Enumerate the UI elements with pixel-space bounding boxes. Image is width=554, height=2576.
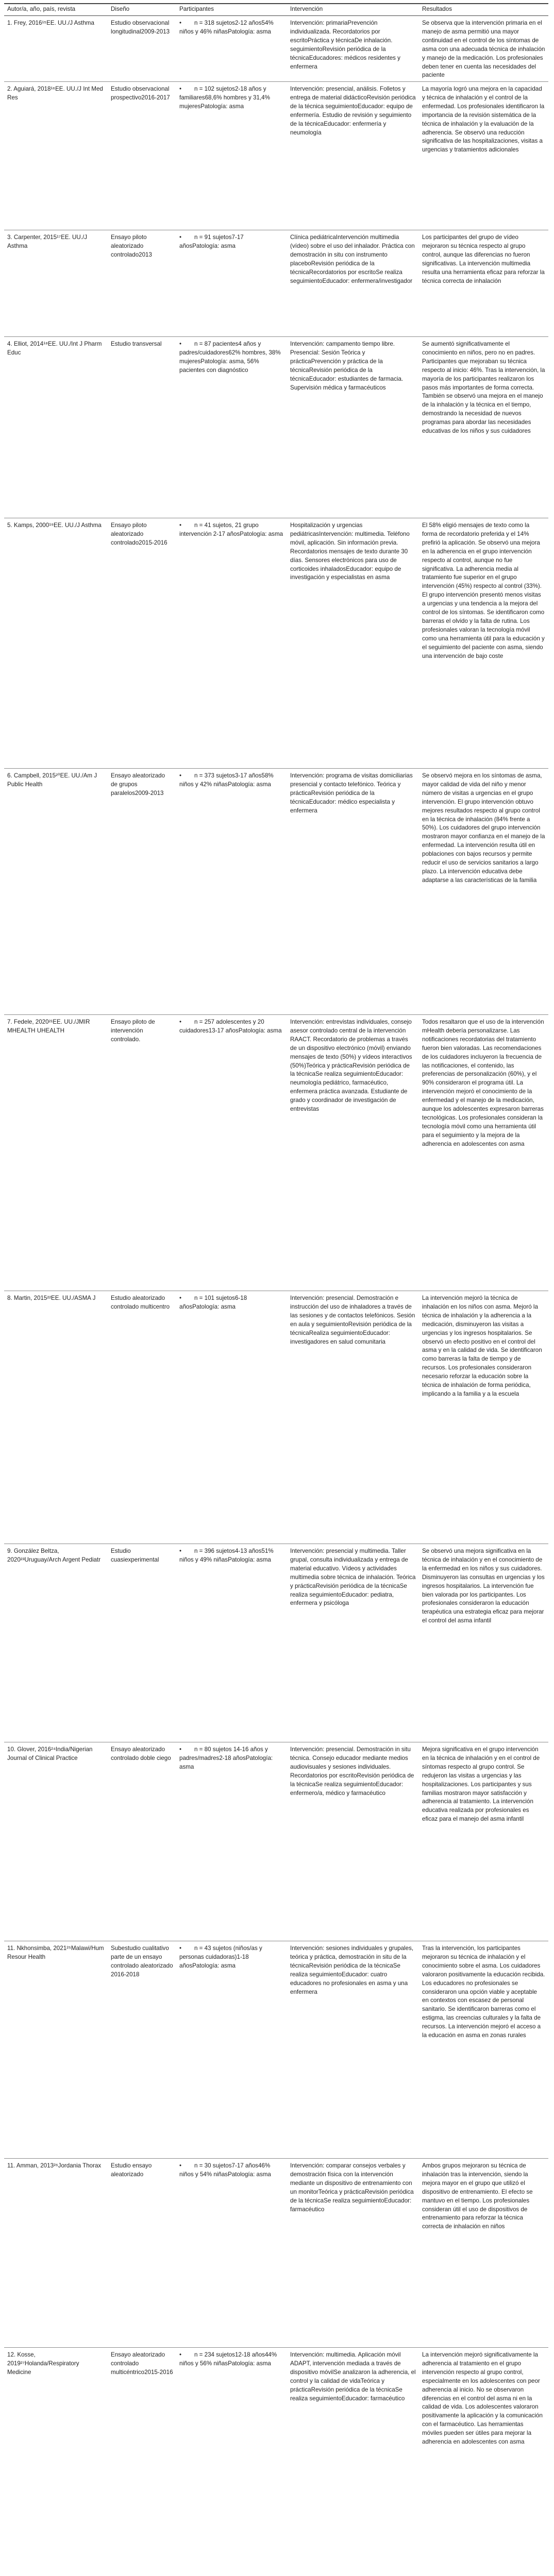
cell-intervention: Intervención: entrevistas individuales, consejo asesor controlado central de la intervención RAACT. Recordatorio de problemas a través de un dispositivo electrónico (móvil) enviando mensajes de texto (50%) y vídeos interactivos (50%)Teórica y prácticaRevisión periódica de la técnicaSe realiza seguimientoEducador: neumología pediátrico, farmacéutico, enfermera práctica avanzada. Estudiante de grado y coordinador de investigación de entrevistas	[290, 1018, 414, 1113]
cell-results: Mejora significativa en el grupo intervención en la técnica de inhalación y en el control de síntomas respecto al grupo control. Se redujeron las visitas a urgencias y las hospitalizaciones. Los participantes y sus familias mostraron mayor satisfacción y adherencia al tratamiento. La intervención educativa realizada por profesionales es eficaz para el manejo del asma infantil	[422, 1745, 542, 1823]
cell-design: Ensayo piloto de intervención controlado.	[111, 1018, 157, 1043]
cell-design: Ensayo piloto aleatorizado controlado2015-2016	[111, 521, 167, 546]
table-row	[4, 82, 548, 230]
cell-results: Tras la intervención, los participantes mejoraron su técnica de inhalación y el conocimiento sobre el asma. Los cuidadores valoraron positivamente la educación recibida. Los educadores no profesionales se consideraron una opción viable y aceptable en contextos con escasez de personal sanitario. Se identificaron barreras como el estigma, las creencias culturales y la falta de recursos. La intervención mejoró el acceso a la educación en asma en zonas rurales	[422, 1944, 547, 2039]
cell-author: 1. Frey, 2016¹⁵EE. UU./J Asthma	[7, 19, 94, 26]
cell-design: Ensayo aleatorizado controlado doble ciego	[111, 1745, 171, 1761]
cell-design: Estudio observacional prospectivo2016-2017	[111, 85, 171, 101]
cell-author: 5. Kamps, 2000¹⁹EE. UU./J Asthma	[7, 521, 102, 529]
cell-participants: • n = 101 sujetos6-18 añosPatología: asma	[179, 1294, 249, 1310]
cell-results: Se aumentó significativamente el conocimiento en niños, pero no en padres. Participantes que mejoraban su técnica respecto al inicio: 46%. Tras la intervención, la mayoría de los participantes realizaron los pasos más importantes de forma correcta. También se observó una mejora en el manejo de la inhalación y la técnica en el tiempo, demostrando la necesidad de nuevos programas para abordar las necesidades educativas de los niños y sus cuidadores	[422, 340, 547, 435]
table-row	[4, 1941, 548, 2159]
cell-participants: • n = 43 sujetos (niños/as y personas cuidadoras)1-18 añosPatología: asma	[179, 1944, 264, 1969]
cell-author: 12. Kosse, 2019²⁷Holanda/Respiratory Medicine	[7, 2351, 81, 2376]
cell-intervention: Intervención: presencial y multimedia. Taller grupal, consulta individualizada y entrega de material educativo. Vídeos y actividades multimedia sobre técnica de inhalación. Teórica y prácticaRevisión periódica de la técnicaSe realiza seguimientoEducador: pediatra, enfermera y psicóloga	[290, 1547, 417, 1607]
cell-author: 6. Campbell, 2015²⁰EE. UU./Am J Public Health	[7, 772, 99, 788]
table-row	[4, 2159, 548, 2348]
cell-participants: • n = 257 adolescentes y 20 cuidadores13-17 añosPatología: asma	[179, 1018, 282, 1034]
cell-results: Se observó una mejora significativa en la técnica de inhalación y en el conocimiento de la enfermedad en los niños y sus cuidadores. Disminuyeron las consultas en urgencias y los ingresos hospitalarios. La intervención fue bien valorada por los participantes. Los profesionales consideraron la educación terapéutica una estrategia eficaz para mejorar el control del asma infantil	[422, 1547, 547, 1624]
cell-intervention: Intervención: presencial, análisis. Folletos y entrega de material didácticoRevisión periódica de la técnica seguimientoEducador: equipo de enfermería. Estudio de revisión y seguimiento de la técnicaEducador: enfermería y neumología	[290, 85, 417, 136]
table-row	[4, 518, 548, 769]
cell-design: Ensayo piloto aleatorizado controlado2013	[111, 233, 152, 258]
cell-author: 7. Fedele, 2020²¹EE. UU./JMIR MHEALTH UHEALTH	[7, 1018, 92, 1034]
cell-design: Subestudio cualitativo parte de un ensayo controlado aleatorizado 2016-2018	[111, 1944, 175, 1978]
cell-results: La intervención mejoró la técnica de inhalación en los niños con asma. Mejoró la técnica de inhalación y la adherencia a la medicación, disminuyeron las visitas a urgencias y los ingresos hospitalarios. Se observó un efecto positivo en el control del asma y en la calidad de vida. Se identificaron como barreras la falta de tiempo y de recursos. Los profesionales consideraron necesario reforzar la educación sobre la técnica de inhalación de forma periódica, implicando a la familia y a la escuela	[422, 1294, 544, 1398]
table-row	[4, 1742, 548, 1941]
header-participants: Participantes	[179, 6, 214, 12]
cell-participants: • n = 41 sujetos, 21 grupo intervención 2-17 añosPatología: asma	[179, 521, 283, 537]
table-row	[4, 1291, 548, 1544]
cell-design: Ensayo aleatorizado controlado multicéntrico2015-2016	[111, 2351, 173, 2376]
cell-results: El 58% eligió mensajes de texto como la forma de recordatorio preferida y el 14% prefirió la aplicación. Se observó una mejora en la adherencia en el grupo intervención respecto al control, aunque no fue significativa. La adherencia media al tratamiento fue superior en el grupo intervención (45%) respecto al control (33%). El grupo intervención presentó menos visitas a urgencias y una tendencia a la mejora del control de los síntomas. Se identificaron como barreras el olvido y la falta de rutina. Los profesionales valoran la tecnología móvil como una herramienta útil para la educación y el seguimiento del paciente con asma, siendo una intervención de bajo coste	[422, 521, 547, 659]
cell-design: Ensayo aleatorizado de grupos paralelos2009-2013	[111, 772, 167, 796]
table-header-row	[4, 3, 548, 16]
cell-design: Estudio aleatorizado controlado multicentro	[111, 1294, 170, 1310]
cell-participants: • n = 91 sujetos7-17 añosPatología: asma	[179, 233, 245, 249]
cell-intervention: Clínica pediátricaIntervención multimedia (vídeo) sobre el uso del inhalador. Práctica con demostración in situ con instrumento placeboRevisión periódica de la técnicaRecordatorios por escritoSe realiza seguimientoEducador: enfermera/investigador	[290, 233, 416, 284]
cell-results: Todos resaltaron que el uso de la intervención mHealth debería personalizarse. Las notificaciones recordatorias del tratamiento fueron bien valoradas. Las recomendaciones de los cuidadores incluyeron la frecuencia de las notificaciones, el contenido, las preferencias de personalización (60%), y el 90% consideraron el programa útil. La intervención mejoró el conocimiento de la enfermedad y el manejo de la medicación, aunque los adolescentes expresaron barreras tecnológicas. Los profesionales consideran la tecnología móvil como una herramienta útil para el seguimiento y la mejora de la adherencia en adolescentes con asma	[422, 1018, 546, 1147]
cell-participants: • n = 396 sujetos4-13 años51% niños y 49% niñasPatología: asma	[179, 1547, 275, 1563]
cell-intervention: Intervención: presencial. Demostración in situ técnica. Consejo educador mediante medios audiovisuales y sesiones individuales. Recordatorios por escritoRevisión periódica de la técnicaSe realiza seguimientoEducador: enfermero/a, médico y farmacéutico	[290, 1745, 416, 1797]
cell-author: 9. González Beltza, 2020²³Uruguay/Arch Argent Pediatr	[7, 1547, 101, 1563]
cell-participants: • n = 80 sujetos 14-16 años y padres/madres2-18 añosPatología: asma	[179, 1745, 275, 1770]
table-row	[4, 769, 548, 1015]
cell-author: 2. Aguiará, 2018¹⁶EE. UU./J Int Med Res	[7, 85, 105, 101]
cell-design: Estudio observacional longitudinal2009-2013	[111, 19, 171, 35]
cell-design: Estudio ensayo aleatorizado	[111, 2162, 154, 2178]
table-row	[4, 2348, 548, 2576]
cell-intervention: Intervención: sesiones individuales y grupales, teórica y práctica, demostración in situ de la técnicaRevisión periódica de la técnicaSe realiza seguimientoEducador: cuatro educadores no profesionales en asma y una enfermera	[290, 1944, 415, 1995]
cell-results: La mayoría logró una mejora en la capacidad y técnica de inhalación y el control de la enfermedad. Los profesionales identificaron la importancia de la revisión sistemática de la técnica de inhalación y la evaluación de la adherencia. Se observó una reducción significativa de las hospitalizaciones, visitas a urgencias y tratamientos adicionales	[422, 85, 546, 154]
cell-author: 3. Carpenter, 2015¹⁷EE. UU./J Asthma	[7, 233, 89, 249]
cell-results: Los participantes del grupo de vídeo mejoraron su técnica respecto al grupo control, aunque las diferencias no fueron significativas. La intervención multimedia resulta una herramienta eficaz para reforzar la técnica correcta de inhalación	[422, 233, 547, 284]
cell-author: 10. Glover, 2016²⁴India/Nigerian Journal of Clinical Practice	[7, 1745, 94, 1761]
cell-intervention: Intervención: comparar consejos verbales y demostración física con la intervención mediante un dispositivo de entrenamiento con un monitorTeórica y prácticaRevisión periódica de la técnicaSe realiza seguimientoEducador: farmacéutico	[290, 2162, 415, 2213]
cell-results: La intervención mejoró significativamente la adherencia al tratamiento en el grupo intervención respecto al grupo control, especialmente en los adolescentes con peor adherencia al inicio. No se observaron diferencias en el control del asma ni en la calidad de vida. Los adolescentes valoraron positivamente la aplicación y la comunicación con el farmacéutico. Las herramientas móviles pueden ser útiles para mejorar la adherencia en adolescentes con asma	[422, 2351, 545, 2446]
cell-author: 4. Elliot, 2014¹⁸EE. UU./Int J Pharm Educ	[7, 340, 104, 356]
cell-participants: • n = 30 sujetos7-17 años46% niños y 54% niñasPatología: asma	[179, 2162, 272, 2178]
table-row	[4, 1544, 548, 1742]
header-intervention: Intervención	[290, 6, 323, 12]
cell-intervention: Intervención: primariaPrevención individualizada. Recordatorios por escritoPráctica y técnicaDe inhalación. seguimientoRevisión periódica de la técnicaEducadores: médicos residentes y enfermera	[290, 19, 402, 70]
header-author: Autor/a, año, país, revista	[7, 6, 76, 12]
table-row	[4, 337, 548, 518]
cell-author: 11. Nkhonsimba, 2021²⁵Malawi/Hum Resour Health	[7, 1944, 106, 1960]
table-row	[4, 230, 548, 337]
cell-intervention: Hospitalización y urgencias pediátricasIntervención: multimedia. Teléfono móvil, aplicación. Sin información previa. Recordatorios mensajes de texto durante 30 días. Sensores electrónicos para uso de corticoides inhaladosEducador: equipo de investigación y especialistas en asma	[290, 521, 412, 581]
cell-participants: • n = 234 sujetos12-18 años44% niños y 56% niñasPatología: asma	[179, 2351, 279, 2367]
header-design: Diseño	[111, 6, 130, 12]
cell-participants: • n = 87 pacientes4 años y padres/cuidadores62% hombres, 38% mujeresPatología: asma, 56% pacientes con diagnóstico	[179, 340, 282, 374]
cell-intervention: Intervención: multimedia. Aplicación móvil ADAPT, intervención mediada a través de dispositivo móvilSe analizaron la adherencia, el control y la calidad de vidaTeórica y prácticaRevisión periódica de la técnicaSe realiza seguimientoEducador: farmacéutico	[290, 2351, 417, 2402]
cell-results: Se observó mejora en los síntomas de asma, mayor calidad de vida del niño y menor número de visitas a urgencias en el grupo intervención. El grupo intervención obtuvo mejores resultados respecto al grupo control en la técnica de inhalación (84% frente a 50%). Los cuidadores del grupo intervención mostraron mayor confianza en el manejo de la enfermedad. La intervención resulta útil en poblaciones con bajos recursos y permite reducir el uso de servicios sanitarios a largo plazo. La intervención educativa debe adaptarse a las características de la familia	[422, 772, 547, 884]
cell-results: Ambos grupos mejoraron su técnica de inhalación tras la intervención, siendo la mejora mayor en el grupo que utilizó el dispositivo de entrenamiento. El efecto se mantuvo en el tiempo. Los profesionales consideran útil el uso de dispositivos de entrenamiento para reforzar la técnica correcta de inhalación en niños	[422, 2162, 534, 2230]
cell-results: Se observa que la intervención primaria en el manejo de asma permitió una mayor continuidad en el control de los síntomas de asma con una adecuada técnica de inhalación y manejo de la medicación. Los profesionales deben tener en cuenta las necesidades del paciente	[422, 19, 547, 79]
header-results: Resultados	[422, 6, 452, 12]
cell-participants: • n = 102 sujetos2-18 años y familiares68,6% hombres y 31,4% mujeresPatología: asma	[179, 85, 272, 110]
cell-author: 11. Amman, 2013²⁶Jordania Thorax	[7, 2162, 102, 2169]
table-row	[4, 16, 548, 82]
cell-participants: • n = 373 sujetos3-17 años58% niños y 42% niñasPatología: asma	[179, 772, 275, 788]
table-row	[4, 1015, 548, 1291]
cell-intervention: Intervención: presencial. Demostración e instrucción del uso de inhaladores a través de las sesiones y de contactos telefónicos. Sesión en aula y seguimientoRevisión periódica de la técnicaRealiza seguimientoEducador: investigadores en salud comunitaria	[290, 1294, 417, 1345]
cell-intervention: Intervención: programa de visitas domiciliarias presencial y contacto telefónico. Teórica y prácticaRevisión periódica de la técnicaEducador: médico especialista y enfermera	[290, 772, 415, 814]
cell-participants: • n = 318 sujetos2-12 años54% niños y 46% niñasPatología: asma	[179, 19, 275, 35]
studies-table	[4, 3, 548, 2576]
cell-author: 8. Martin, 2015²²EE. UU./ASMA J	[7, 1294, 96, 1301]
cell-design: Estudio cuasiexperimental	[111, 1547, 159, 1563]
cell-design: Estudio transversal	[111, 340, 162, 347]
cell-intervention: Intervención: campamento tiempo libre. Presencial: Sesión Teórica y prácticaPrevención y práctica de la técnicaRevisión periódica de la técnicaEducador: estudiantes de farmacia. Supervisión médica y farmacéuticos	[290, 340, 405, 391]
